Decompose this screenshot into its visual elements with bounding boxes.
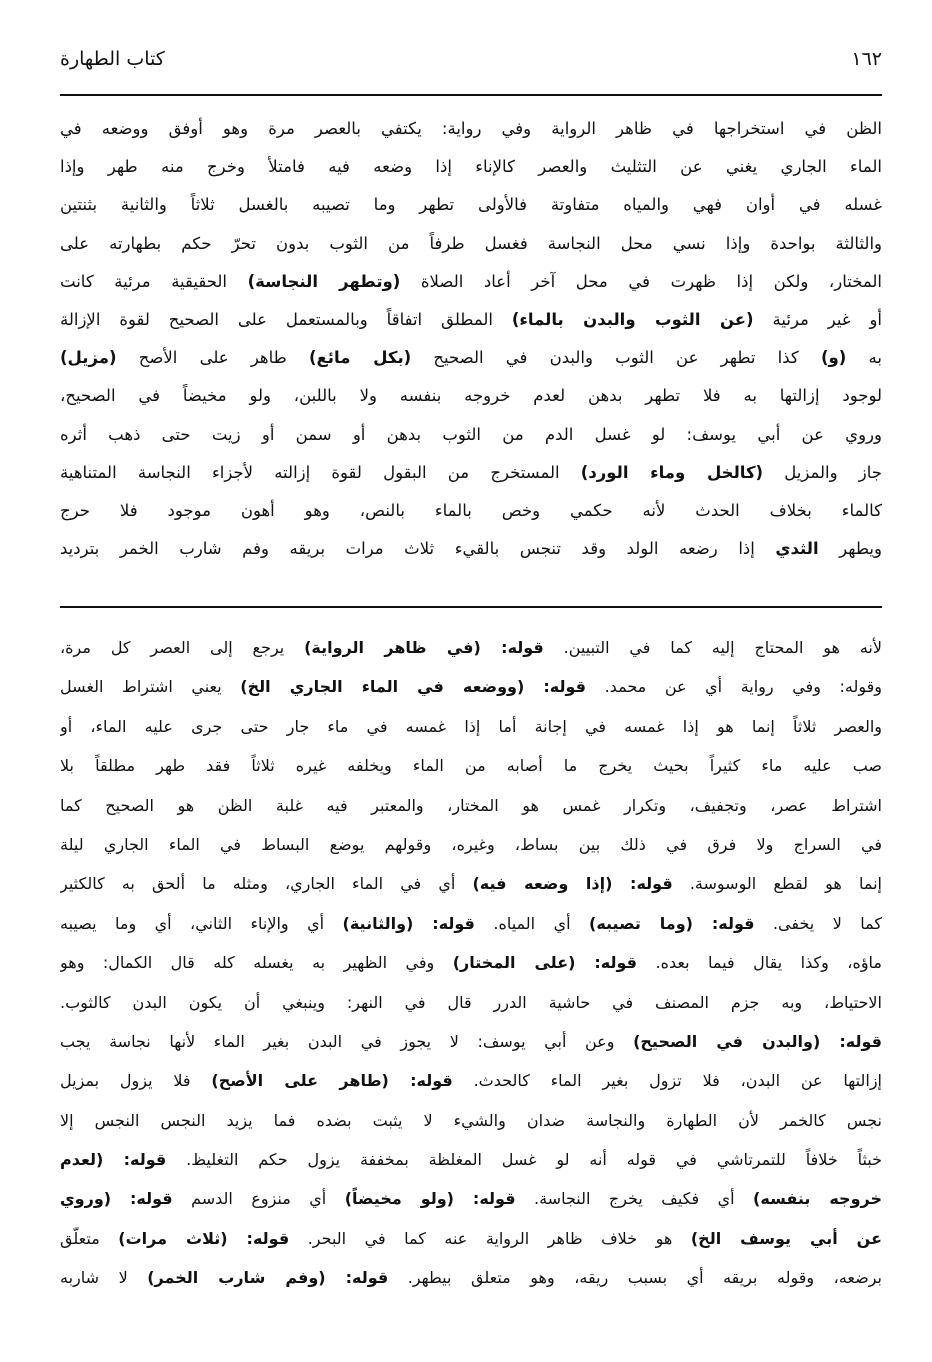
bold-term: قوله: (ووضعه في الماء الجاري الخ) <box>240 677 586 697</box>
bold-term: قوله: (والثانية) <box>342 913 475 933</box>
text-line <box>60 110 882 148</box>
text-line <box>60 339 882 377</box>
footnote-line <box>60 1061 882 1100</box>
text-segment: يعني اشتراط الغسل <box>60 677 241 697</box>
page-header <box>60 48 882 84</box>
bold-term: خروجه بنفسه) <box>753 1189 882 1209</box>
text-line <box>60 377 882 415</box>
text-segment: جاز والمزيل <box>763 462 882 482</box>
text-segment: به <box>846 348 882 368</box>
bold-term: الثدي <box>775 539 819 559</box>
footnote-line <box>60 864 882 903</box>
text-line <box>60 225 882 263</box>
footnotes <box>60 628 882 1298</box>
bold-term: قوله: (ولو مخيضاً) <box>344 1189 516 1209</box>
text-line <box>60 263 882 301</box>
text-segment: وفي الظهير به يغسله كله قال الكمال: وهو <box>60 953 453 973</box>
text-segment: نجس كالخمر لأن الطهارة والنجاسة ضدان والشيء لا يثبت بضده فما يزيد النجس النجس إلا <box>60 1110 882 1130</box>
text-segment: غسله في أوان فهي والمياه متفاوتة فالأولى تطهر وما تصيبه بالغسل ثلاثاً والثانية بثنتين <box>60 195 882 215</box>
text-segment: هو خلاف ظاهر الرواية عنه كما في البحر. <box>289 1228 691 1248</box>
footnote-line <box>60 1219 882 1258</box>
text-segment: أو غير مرئية <box>753 309 882 329</box>
text-segment: المختار، ولكن إذا ظهرت في محل آخر أعاد الصلاة <box>400 271 882 291</box>
text-segment: لوجود إزالتها به فلا تطهر بدهن لعدم خروجه بنفسه ولا باللبن، ولو مخيضاً في الصحيح، <box>60 386 882 406</box>
text-segment: إذا رضعه الولد وقد تنجس بالقيء ثلاث مرات بريقه وفم شارب الخمر بترديد <box>60 539 776 559</box>
text-segment: ماؤه، وكذا يقال فيما بعده. <box>637 953 882 973</box>
text-line <box>60 186 882 224</box>
text-segment: كما لا يخفى. <box>754 913 882 933</box>
footnote-line <box>60 667 882 706</box>
text-segment: إزالتها عن البدن، فلا تزول بغير الماء كالحدث. <box>452 1071 882 1091</box>
text-segment: فلا يزول بمزيل <box>60 1071 212 1091</box>
footnote-line <box>60 707 882 746</box>
text-segment: كذا تطهر عن الثوب والبدن في الصحيح <box>411 348 821 368</box>
bold-term: (مزيل) <box>60 348 117 368</box>
text-segment: أي المياه. <box>474 913 589 933</box>
main-text <box>60 110 882 568</box>
text-segment: طاهر على الأصح <box>116 348 309 368</box>
text-segment: وقوله: وفي رواية أي عن محمد. <box>586 677 882 697</box>
bold-term: قوله: (على المختار) <box>452 953 638 973</box>
text-line <box>60 416 882 454</box>
footnote-line <box>60 1179 882 1218</box>
bold-term: قوله: (وما تصيبه) <box>589 913 755 933</box>
footnote-line <box>60 786 882 825</box>
bold-term: (بكل مائع) <box>309 348 412 368</box>
header-rule <box>60 94 882 96</box>
bold-term: قوله: (والبدن في الصحيح) <box>633 1031 882 1051</box>
text-segment: برضعه، وقوله بريقه أي بسبب ريقه، وهو متعلق بيطهر. <box>388 1268 882 1288</box>
bold-term: قوله: (إذا وضعه فيه) <box>472 874 673 894</box>
text-line <box>60 530 882 568</box>
bold-term: قوله: (ثلاث مرات) <box>118 1228 290 1248</box>
text-segment: أي والإناء الثاني، أي وما يصيبه <box>60 913 343 933</box>
text-line <box>60 492 882 530</box>
text-segment: ويطهر <box>818 539 882 559</box>
footnote-line <box>60 1140 882 1179</box>
bold-term: (و) <box>820 348 847 368</box>
text-segment: وروي عن أبي يوسف: لو غسل الدم من الثوب بدهن أو سمن أو زيت حتى ذهب أثره <box>60 424 882 444</box>
text-segment: أي في الماء الجاري، ومثله ما ألحق به كالكثير <box>60 874 473 894</box>
text-segment: الاحتياط، وبه جزم المصنف في حاشية الدرر قال في النهر: وينبغي أن يكون البدن كالثوب. <box>60 992 882 1012</box>
text-segment: اشتراط عصر، وتجفيف، وتكرار غمس هو المختار، والمعتبر فيه غلبة الظن هو الصحيح كما <box>60 795 882 815</box>
footnote-line <box>60 943 882 982</box>
text-segment: خبثاً خلافاً للتمرتاشي في قوله أنه لو غسل المغلظة بمخففة يزول حكم التغليظ. <box>166 1150 882 1170</box>
text-segment: أي منزوع الدسم <box>172 1189 345 1209</box>
footnote-separator <box>60 606 882 608</box>
bold-term: (كالخل وماء الورد) <box>580 462 764 482</box>
footnote-line <box>60 628 882 667</box>
bold-term: (وتطهر النجاسة) <box>247 271 401 291</box>
text-segment: صب عليه ماء كثيراً بحيث يخرج ما أصابه من الماء ويخلفه غيره ثلاثاً فقد طهر مطلقاً بلا <box>60 756 882 776</box>
text-segment: الماء الجاري يغني عن التثليث والعصر كالإناء إذا وضعه فيه فامتلأ وخرج منه طهر وإذا <box>60 157 882 177</box>
text-segment: لأنه هو المحتاج إليه كما في التبيين. <box>543 638 882 657</box>
text-segment: المطلق اتفاقاً وبالمستعمل على الصحيح لقوة الإزالة <box>60 309 512 329</box>
text-segment: والعصر ثلاثاً إنما هو إذا غمسه في إجانة أما إذا غمسه في ماء جار حتى جرى عليه الماء، أو <box>60 716 882 736</box>
footnote-line <box>60 1022 882 1061</box>
text-segment: يرجع إلى العصر كل مرة، <box>60 638 305 657</box>
footnote-line <box>60 746 882 785</box>
running-title: كتاب الطهارة <box>60 48 165 70</box>
text-segment: والثالثة بواحدة وإذا نسي محل النجاسة فغسل طرفاً من الثوب بدون تحرّ حكم بطهارته على <box>60 233 882 253</box>
bold-term: قوله: (في ظاهر الرواية) <box>304 638 544 657</box>
text-segment: متعلّق <box>60 1228 119 1248</box>
page-number: ١٦٢ <box>851 48 882 70</box>
bold-term: عن أبي يوسف الخ) <box>690 1228 882 1248</box>
text-line <box>60 454 882 492</box>
text-segment: لا شاربه <box>60 1268 148 1288</box>
bold-term: قوله: (لعدم <box>60 1150 167 1170</box>
bold-term: قوله: (وفم شارب الخمر) <box>147 1268 389 1288</box>
text-segment: أي فكيف يخرج النجاسة. <box>515 1189 754 1209</box>
bold-term: (عن الثوب والبدن بالماء) <box>511 309 754 329</box>
text-segment: الظن في استخراجها في ظاهر الرواية وفي رواية: يكتفي بالعصر مرة وهو أوفق ووضعه في <box>60 119 882 138</box>
text-line <box>60 148 882 186</box>
text-segment: كالماء بخلاف الحدث لأنه حكمي وخص بالماء بالنص، وهو أهون موجود فلا حرج <box>60 500 882 520</box>
text-line <box>60 301 882 339</box>
footnote-line <box>60 983 882 1022</box>
footnote-line <box>60 904 882 943</box>
footnote-line <box>60 825 882 864</box>
text-segment: الحقيقية مرئية كانت <box>60 271 248 291</box>
bold-term: قوله: (وروي <box>60 1189 173 1209</box>
text-segment: وعن أبي يوسف: لا يجوز في البدن بغير الماء لأنها نجاسة يجب <box>60 1031 634 1051</box>
text-segment: في السراج ولا فرق في ذلك بين بساط، وغيره، وقولهم يوضع البساط في الماء الجاري ليلة <box>60 834 882 854</box>
text-segment: المستخرج من البقول لقوة إزالته لأجزاء النجاسة المتناهية <box>60 462 581 482</box>
footnote-line <box>60 1258 882 1297</box>
text-segment: إنما هو لقطع الوسوسة. <box>672 874 882 894</box>
footnote-line <box>60 1101 882 1140</box>
bold-term: قوله: (طاهر على الأصح) <box>211 1071 453 1091</box>
